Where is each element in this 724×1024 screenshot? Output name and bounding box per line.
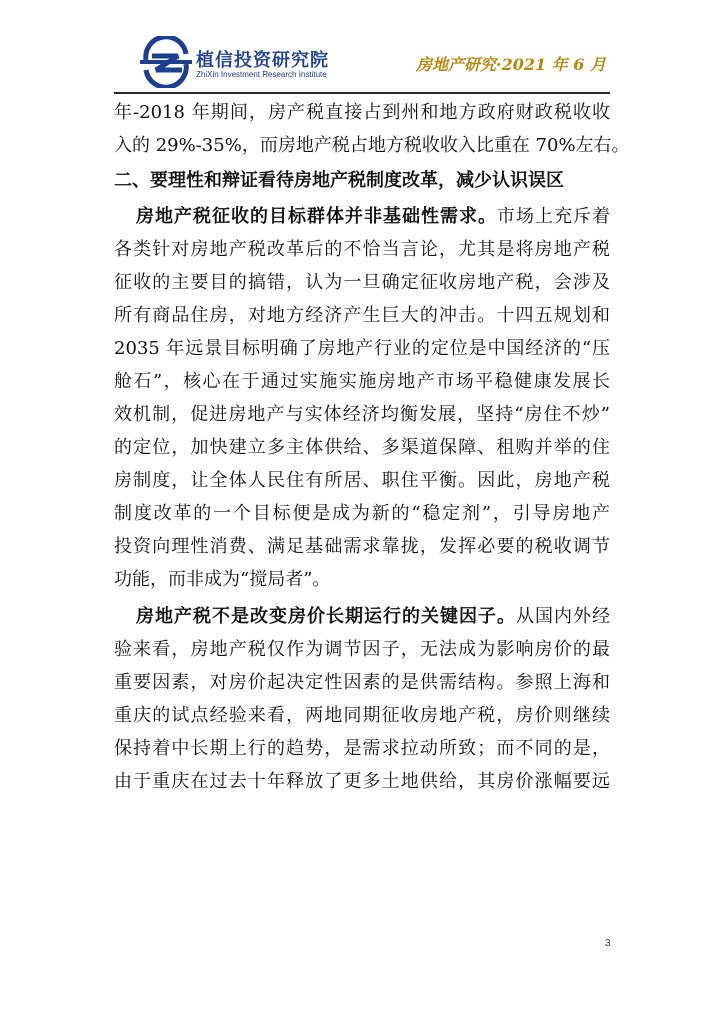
intro-line-1: 年-2018 年期间，房产税直接占到州和地方政府财政税收收: [114, 102, 610, 123]
para2-line: 验来看，房地产税仅作为调节因子，无法成为影响房价的最: [114, 639, 610, 660]
section-heading: 二、要理性和辩证看待房地产税制度改革，减少认识误区: [114, 170, 564, 191]
para2-bold-lead: 房地产税不是改变房价长期运行的关键因子。: [136, 606, 516, 627]
para2-line: 重庆的试点经验来看，两地同期征收房地产税，房价则继续: [114, 705, 610, 726]
para2-line: 保持着中长期上行的趋势，是需求拉动所致；而不同的是，: [114, 738, 610, 759]
document-body: [114, 96, 630, 798]
para1-first-line-rest: 市场上充斥着: [497, 206, 610, 227]
para1-line: 制度改革的一个目标便是成为新的“稳定剂”，引导房地产: [114, 503, 610, 524]
para1-line: 功能，而非成为“搅局者”。: [114, 569, 331, 590]
header-report-title: 房地产研究·2021 年 6 月: [416, 55, 606, 74]
para2-first-line: [114, 600, 610, 633]
para1-line: 的定位，加快建立多主体供给、多渠道保障、租购并举的住: [114, 437, 610, 458]
page-number: 3: [605, 938, 611, 949]
para2-line: 重要因素，对房价起决定性因素的是供需结构。参照上海和: [114, 672, 610, 693]
para1-line: 效机制，促进房地产与实体经济均衡发展，坚持“房住不炒”: [114, 404, 610, 425]
para1-first-line: [114, 200, 610, 233]
logo-english-name: ZhiXin Investment Research Institute: [196, 70, 327, 79]
para2-first-line-rest: 从国内外经: [516, 606, 610, 627]
para1-line: 所有商品住房，对地方经济产生巨大的冲击。十四五规划和: [114, 305, 610, 326]
para1-bold-lead: 房地产税征收的目标群体并非基础性需求。: [136, 206, 497, 227]
para2-line: 由于重庆在过去十年释放了更多土地供给，其房价涨幅要远: [114, 771, 610, 792]
para1-line: 2035 年远景目标明确了房地产行业的定位是中国经济的“压: [114, 338, 610, 359]
intro-line-2: 入的 29%-35%，而房地产税占地方税收收入比重在 70%左右。: [114, 135, 630, 156]
para1-line: 舱石”，核心在于通过实施实施房地产市场平稳健康发展长: [114, 371, 610, 392]
page-header: [0, 0, 724, 96]
para1-line: 投资向理性消费、满足基础需求靠拢，发挥必要的税收调节: [114, 536, 610, 557]
logo-chinese-name: 植信投资研究院: [196, 50, 329, 71]
header-divider: [114, 92, 610, 94]
para1-line: 征收的主要目的搞错，认为一旦确定征收房地产税，会涉及: [114, 272, 610, 293]
zhixin-logo-icon: [138, 36, 194, 88]
para1-line: 房制度，让全体人民住有所居、职住平衡。因此，房地产税: [114, 470, 610, 491]
para1-line: 各类针对房地产税改革后的不恰当言论，尤其是将房地产税: [114, 239, 610, 260]
